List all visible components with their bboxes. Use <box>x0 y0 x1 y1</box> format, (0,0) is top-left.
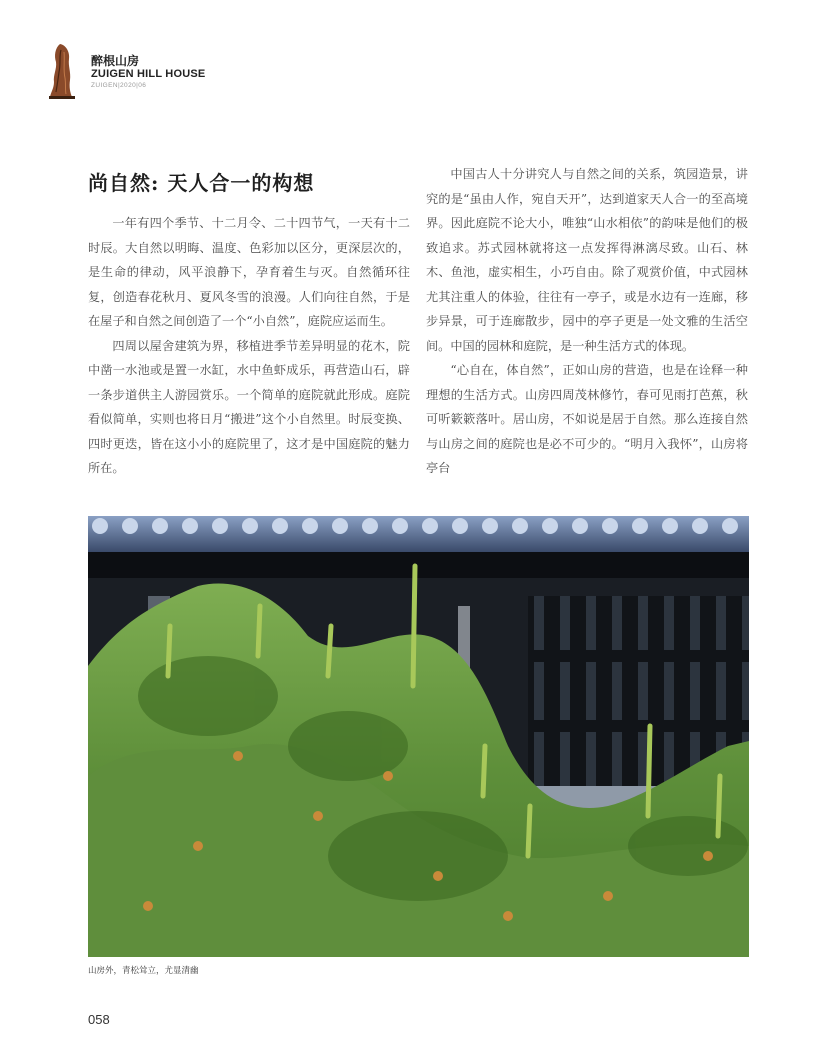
brand-name-en: ZUIGEN HILL HOUSE <box>91 68 206 80</box>
article-column-right <box>426 162 748 481</box>
brand-logo-icon <box>48 42 76 100</box>
paragraph: 一年有四个季节、十二月令、二十四节气，一天有十二时辰。大自然以明晦、温度、色彩加以区分，更深层次的，是生命的律动，风平浪静下，孕育着生与灭。自然循环往复，创造春花秋月、夏风冬雪的浪漫。人们向往自然，于是在屋子和自然之间创造了一个“小自然”，庭院应运而生。 <box>88 216 410 328</box>
paragraph: 四周以屋舍建筑为界，移植进季节差异明显的花木，院中凿一水池或是置一水缸，水中鱼虾成乐，再营造山石，辟一条步道供主人游园赏乐。一个简单的庭院就此形成。庭院看似简单，实则也将日月“搬进”这个小自然里。时辰变换、四时更迭，皆在这小小的庭院里了，这才是中国庭院的魅力所在。 <box>88 338 410 475</box>
photo-caption: 山房外，青松耸立，尤显清幽 <box>88 966 199 976</box>
issue-code: ZUIGEN|2020|06 <box>91 82 147 89</box>
article-title: 尚自然: 天人合一的构想 <box>88 171 315 195</box>
paragraph: “心自在，体自然”，正如山房的营造，也是在诠释一种理想的生活方式。山房四周茂林修竹，春可见雨打芭蕉，秋可听簌簌落叶。居山房，不如说是居于自然。那么连接自然与山房之间的庭院也是必不可少的。“明月入我怀”，山房将亭台 <box>426 363 748 475</box>
article-column-left <box>88 211 410 481</box>
brand-block <box>91 54 205 90</box>
paragraph: 中国古人十分讲究人与自然之间的关系，筑园造景，讲究的是“虽由人作，宛自天开”，达到道家天人合一的至高境界。因此庭院不论大小，唯独“山水相依”的韵味是他们的极致追求。苏式园林就将这一点发挥得淋漓尽致。山石、林木、鱼池，虚实相生，小巧自由。除了观赏价值，中式园林尤其注重人的体验，往往有一亭子，或是水边有一连廊，移步异景，可于连廊散步，园中的亭子更是一处文雅的生活空间。中国的园林和庭院，是一种生活方式的体现。 <box>426 167 748 353</box>
pine-courtyard-photo <box>88 516 749 957</box>
brand-name-cn: 醉根山房 <box>91 54 140 68</box>
page-number: 058 <box>88 1012 110 1027</box>
